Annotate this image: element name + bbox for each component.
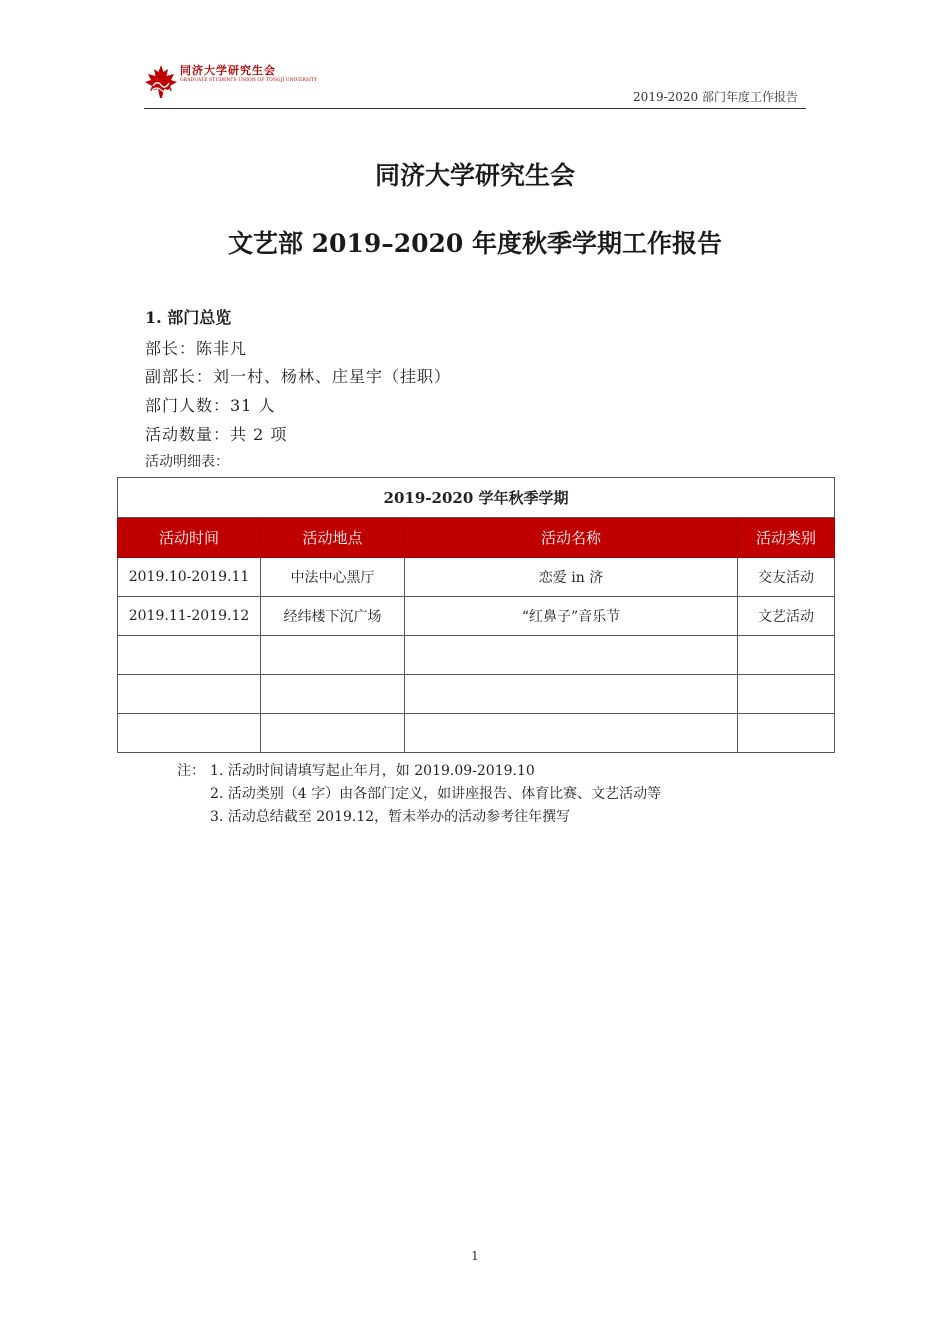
table-caption-row: [118, 478, 835, 518]
section-heading: 1. 部门总览: [145, 308, 232, 327]
note-item: [177, 783, 661, 806]
header-name: 活动名称: [405, 518, 738, 558]
cell-name: 恋爱 in 济: [405, 558, 738, 597]
cell-name: [405, 714, 738, 753]
table-header-row: [118, 518, 835, 558]
note-prefix: 注：: [177, 763, 205, 779]
cell-category: [738, 675, 835, 714]
document-subtitle: 文艺部 2019–2020 年度秋季学期工作报告: [227, 229, 723, 258]
cell-time: 2019.10-2019.11: [118, 558, 261, 597]
cell-category: 交友活动: [738, 558, 835, 597]
cell-category: [738, 636, 835, 675]
header-location: 活动地点: [261, 518, 405, 558]
logo-chinese-name: 同济大学研究生会: [180, 64, 276, 77]
note-text: 3. 活动总结截至 2019.12，暂未举办的活动参考往年撰写: [210, 809, 571, 825]
header-report-label: 2019-2020 部门年度工作报告: [633, 90, 798, 104]
note-item: [177, 760, 661, 783]
document-title: 同济大学研究生会: [374, 161, 575, 190]
vice-minister-line: 副部长：刘一村、杨林、庄星宇（挂职）: [145, 367, 452, 386]
minister-line: 部长：陈非凡: [145, 339, 248, 358]
note-text: 1. 活动时间请填写起止年月，如 2019.09-2019.10: [210, 763, 535, 779]
note-text: 2. 活动类别（4 字）由各部门定义，如讲座报告、体育比赛、文艺活动等: [210, 786, 662, 802]
cell-time: [118, 675, 261, 714]
detail-table-label: 活动明细表：: [145, 454, 229, 470]
table-caption: 2019-2020 学年秋季学期: [118, 478, 835, 518]
table-row: [118, 714, 835, 753]
cell-location: 经纬楼下沉广场: [261, 597, 405, 636]
cell-name: [405, 636, 738, 675]
activity-count-line: 活动数量：共 2 项: [145, 425, 288, 444]
logo-english-name: GRADUATE STUDENTS UNION OF TONGJI UNIVERSITY: [180, 78, 318, 83]
table-row: [118, 636, 835, 675]
cell-time: [118, 714, 261, 753]
activity-table: [117, 477, 835, 753]
table-row: [118, 558, 835, 597]
table-notes: [177, 760, 661, 829]
logo: [144, 64, 317, 100]
cell-time: [118, 636, 261, 675]
member-count-line: 部门人数：31 人: [145, 396, 276, 415]
cell-name: [405, 675, 738, 714]
table-row: [118, 597, 835, 636]
cell-location: [261, 636, 405, 675]
cell-location: [261, 714, 405, 753]
cell-time: 2019.11-2019.12: [118, 597, 261, 636]
cell-name: “红鼻子”音乐节: [405, 597, 738, 636]
cell-location: 中法中心黑厅: [261, 558, 405, 597]
table-row: [118, 675, 835, 714]
note-item: [177, 806, 661, 829]
cell-category: 文艺活动: [738, 597, 835, 636]
cell-category: [738, 714, 835, 753]
header-category: 活动类别: [738, 518, 835, 558]
header-time: 活动时间: [118, 518, 261, 558]
page-header: [144, 62, 806, 109]
cell-location: [261, 675, 405, 714]
page-number: 1: [471, 1249, 479, 1263]
maple-leaf-logo-icon: [144, 64, 178, 100]
